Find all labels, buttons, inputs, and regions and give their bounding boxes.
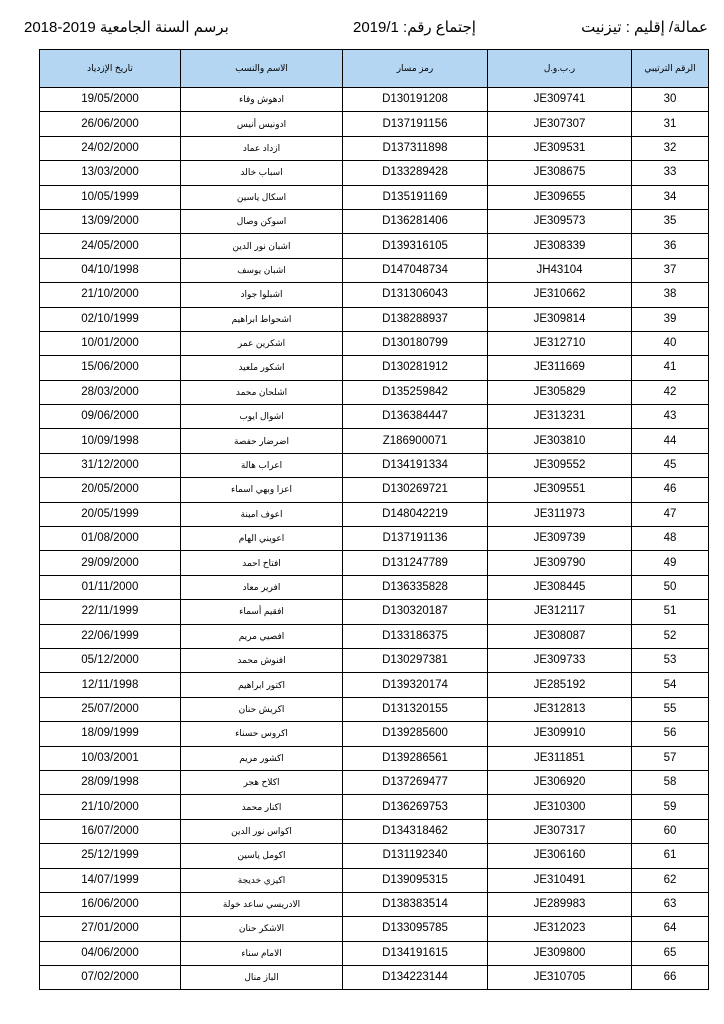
cin-cell: JE310662 bbox=[488, 283, 632, 307]
cin-cell: JE308445 bbox=[488, 575, 632, 599]
table-row bbox=[40, 234, 709, 258]
massar-code-cell: D148042219 bbox=[343, 502, 488, 526]
birth-date-cell: 28/03/2000 bbox=[40, 380, 181, 404]
table-row bbox=[40, 527, 709, 551]
table-row bbox=[40, 283, 709, 307]
birth-date-cell: 10/01/2000 bbox=[40, 331, 181, 355]
birth-date-cell: 05/12/2000 bbox=[40, 648, 181, 672]
rank-cell: 37 bbox=[632, 258, 709, 282]
birth-date-cell: 01/08/2000 bbox=[40, 527, 181, 551]
table-row bbox=[40, 185, 709, 209]
birth-date-cell: 25/07/2000 bbox=[40, 697, 181, 721]
rank-cell: 41 bbox=[632, 356, 709, 380]
cin-cell: JE309733 bbox=[488, 648, 632, 672]
massar-code-cell: D130297381 bbox=[343, 648, 488, 672]
massar-code-cell: D136335828 bbox=[343, 575, 488, 599]
rank-cell: 59 bbox=[632, 795, 709, 819]
massar-code-cell: D130281912 bbox=[343, 356, 488, 380]
cin-cell: JE309790 bbox=[488, 551, 632, 575]
table-row bbox=[40, 697, 709, 721]
name-cell: ادونيس أنيس bbox=[181, 112, 343, 136]
name-cell: ازداد عماد bbox=[181, 136, 343, 160]
cin-cell: JE309552 bbox=[488, 453, 632, 477]
rank-cell: 42 bbox=[632, 380, 709, 404]
cin-cell: JE312813 bbox=[488, 697, 632, 721]
name-cell: اكنار محمد bbox=[181, 795, 343, 819]
birth-date-cell: 04/10/1998 bbox=[40, 258, 181, 282]
rank-cell: 31 bbox=[632, 112, 709, 136]
rank-cell: 65 bbox=[632, 941, 709, 965]
cin-cell: JE285192 bbox=[488, 673, 632, 697]
name-cell: اشكرين عمر bbox=[181, 331, 343, 355]
cin-cell: JE311851 bbox=[488, 746, 632, 770]
rank-cell: 49 bbox=[632, 551, 709, 575]
table-row bbox=[40, 112, 709, 136]
rank-cell: 60 bbox=[632, 819, 709, 843]
header-massar-code: رمز مسار bbox=[343, 50, 488, 88]
rank-cell: 63 bbox=[632, 892, 709, 916]
cin-cell: JE310300 bbox=[488, 795, 632, 819]
birth-date-cell: 18/09/1999 bbox=[40, 722, 181, 746]
birth-date-cell: 10/05/1999 bbox=[40, 185, 181, 209]
massar-code-cell: D137269477 bbox=[343, 770, 488, 794]
birth-date-cell: 19/05/2000 bbox=[40, 88, 181, 112]
birth-date-cell: 15/06/2000 bbox=[40, 356, 181, 380]
cin-cell: JE309739 bbox=[488, 527, 632, 551]
name-cell: الادريسي ساعد خولة bbox=[181, 892, 343, 916]
cin-cell: JE289983 bbox=[488, 892, 632, 916]
birth-date-cell: 14/07/1999 bbox=[40, 868, 181, 892]
name-cell: اعوف امينة bbox=[181, 502, 343, 526]
rank-cell: 30 bbox=[632, 88, 709, 112]
header-birth-date: تاريخ الإزدياد bbox=[40, 50, 181, 88]
birth-date-cell: 28/09/1998 bbox=[40, 770, 181, 794]
rank-cell: 48 bbox=[632, 527, 709, 551]
name-cell: اشبلوا جواد bbox=[181, 283, 343, 307]
cin-cell: JE309551 bbox=[488, 478, 632, 502]
name-cell: اكريش حنان bbox=[181, 697, 343, 721]
birth-date-cell: 02/10/1999 bbox=[40, 307, 181, 331]
header-name: الاسم والنسب bbox=[181, 50, 343, 88]
rank-cell: 54 bbox=[632, 673, 709, 697]
birth-date-cell: 12/11/1998 bbox=[40, 673, 181, 697]
birth-date-cell: 21/10/2000 bbox=[40, 795, 181, 819]
name-cell: اعزا وبهي اسماء bbox=[181, 478, 343, 502]
table-row bbox=[40, 722, 709, 746]
rank-cell: 61 bbox=[632, 844, 709, 868]
rank-cell: 44 bbox=[632, 429, 709, 453]
rank-cell: 39 bbox=[632, 307, 709, 331]
name-cell: الامام سناء bbox=[181, 941, 343, 965]
meeting-number-label: إجتماع رقم: 2019/1 bbox=[353, 19, 476, 36]
rank-cell: 58 bbox=[632, 770, 709, 794]
table-row bbox=[40, 307, 709, 331]
cin-cell: JE307307 bbox=[488, 112, 632, 136]
cin-cell: JE311669 bbox=[488, 356, 632, 380]
cin-cell: JE309800 bbox=[488, 941, 632, 965]
birth-date-cell: 24/02/2000 bbox=[40, 136, 181, 160]
rank-cell: 56 bbox=[632, 722, 709, 746]
table-row bbox=[40, 429, 709, 453]
birth-date-cell: 07/02/2000 bbox=[40, 966, 181, 990]
province-label: عمالة/ إقليم : تيزنيت bbox=[581, 19, 708, 36]
name-cell: اشبان يوسف bbox=[181, 258, 343, 282]
massar-code-cell: D131247789 bbox=[343, 551, 488, 575]
name-cell: اكلاح هجر bbox=[181, 770, 343, 794]
rank-cell: 62 bbox=[632, 868, 709, 892]
massar-code-cell: D130320187 bbox=[343, 600, 488, 624]
cin-cell: JE310705 bbox=[488, 966, 632, 990]
massar-code-cell: D134223144 bbox=[343, 966, 488, 990]
table-row bbox=[40, 209, 709, 233]
table-row bbox=[40, 600, 709, 624]
massar-code-cell: D130269721 bbox=[343, 478, 488, 502]
table-row bbox=[40, 356, 709, 380]
massar-code-cell: D137311898 bbox=[343, 136, 488, 160]
table-row bbox=[40, 624, 709, 648]
table-row bbox=[40, 795, 709, 819]
massar-code-cell: D131192340 bbox=[343, 844, 488, 868]
massar-code-cell: D136281406 bbox=[343, 209, 488, 233]
cin-cell: JE312023 bbox=[488, 917, 632, 941]
massar-code-cell: D133186375 bbox=[343, 624, 488, 648]
table-row bbox=[40, 648, 709, 672]
name-cell: اسباب خالد bbox=[181, 161, 343, 185]
name-cell: افصيي مريم bbox=[181, 624, 343, 648]
name-cell: اكومل ياسين bbox=[181, 844, 343, 868]
cin-cell: JE309573 bbox=[488, 209, 632, 233]
name-cell: اكشور مريم bbox=[181, 746, 343, 770]
rank-cell: 51 bbox=[632, 600, 709, 624]
rank-cell: 40 bbox=[632, 331, 709, 355]
cin-cell: JE309741 bbox=[488, 88, 632, 112]
name-cell: اشحواط ابراهيم bbox=[181, 307, 343, 331]
table-row bbox=[40, 258, 709, 282]
birth-date-cell: 01/11/2000 bbox=[40, 575, 181, 599]
massar-code-cell: D137191156 bbox=[343, 112, 488, 136]
cin-cell: JE311973 bbox=[488, 502, 632, 526]
massar-code-cell: D136269753 bbox=[343, 795, 488, 819]
birth-date-cell: 20/05/2000 bbox=[40, 478, 181, 502]
cin-cell: JE308087 bbox=[488, 624, 632, 648]
name-cell: اشبان نور الدين bbox=[181, 234, 343, 258]
rank-cell: 35 bbox=[632, 209, 709, 233]
name-cell: افقيم أسماء bbox=[181, 600, 343, 624]
rank-cell: 57 bbox=[632, 746, 709, 770]
rank-cell: 38 bbox=[632, 283, 709, 307]
rank-cell: 53 bbox=[632, 648, 709, 672]
table-row bbox=[40, 453, 709, 477]
cin-cell: JH43104 bbox=[488, 258, 632, 282]
name-cell: اشلحان محمد bbox=[181, 380, 343, 404]
massar-code-cell: D137191136 bbox=[343, 527, 488, 551]
rank-cell: 52 bbox=[632, 624, 709, 648]
rank-cell: 43 bbox=[632, 405, 709, 429]
name-cell: الاشكر حنان bbox=[181, 917, 343, 941]
rank-cell: 36 bbox=[632, 234, 709, 258]
cin-cell: JE309531 bbox=[488, 136, 632, 160]
rank-cell: 47 bbox=[632, 502, 709, 526]
rank-cell: 33 bbox=[632, 161, 709, 185]
table-row bbox=[40, 917, 709, 941]
birth-date-cell: 13/09/2000 bbox=[40, 209, 181, 233]
rank-cell: 55 bbox=[632, 697, 709, 721]
table-row bbox=[40, 136, 709, 160]
birth-date-cell: 22/06/1999 bbox=[40, 624, 181, 648]
table-row bbox=[40, 161, 709, 185]
cin-cell: JE308339 bbox=[488, 234, 632, 258]
cin-cell: JE308675 bbox=[488, 161, 632, 185]
name-cell: اسكال ياسين bbox=[181, 185, 343, 209]
massar-code-cell: D134318462 bbox=[343, 819, 488, 843]
rank-cell: 64 bbox=[632, 917, 709, 941]
birth-date-cell: 21/10/2000 bbox=[40, 283, 181, 307]
birth-date-cell: 16/06/2000 bbox=[40, 892, 181, 916]
birth-date-cell: 24/05/2000 bbox=[40, 234, 181, 258]
massar-code-cell: D135191169 bbox=[343, 185, 488, 209]
table-row bbox=[40, 331, 709, 355]
birth-date-cell: 25/12/1999 bbox=[40, 844, 181, 868]
name-cell: اشكور ملعيد bbox=[181, 356, 343, 380]
birth-date-cell: 04/06/2000 bbox=[40, 941, 181, 965]
cin-cell: JE312117 bbox=[488, 600, 632, 624]
massar-code-cell: D138383514 bbox=[343, 892, 488, 916]
birth-date-cell: 10/09/1998 bbox=[40, 429, 181, 453]
name-cell: اعويني الهام bbox=[181, 527, 343, 551]
header-rank: الرقم الترتيبي bbox=[632, 50, 709, 88]
massar-code-cell: D131320155 bbox=[343, 697, 488, 721]
massar-code-cell: D134191615 bbox=[343, 941, 488, 965]
massar-code-cell: D147048734 bbox=[343, 258, 488, 282]
table-row bbox=[40, 673, 709, 697]
table-row bbox=[40, 966, 709, 990]
massar-code-cell: D130180799 bbox=[343, 331, 488, 355]
rank-cell: 50 bbox=[632, 575, 709, 599]
rank-cell: 46 bbox=[632, 478, 709, 502]
name-cell: الباز منال bbox=[181, 966, 343, 990]
birth-date-cell: 09/06/2000 bbox=[40, 405, 181, 429]
name-cell: اكواس نور الدين bbox=[181, 819, 343, 843]
massar-code-cell: D133289428 bbox=[343, 161, 488, 185]
birth-date-cell: 13/03/2000 bbox=[40, 161, 181, 185]
cin-cell: JE310491 bbox=[488, 868, 632, 892]
massar-code-cell: D134191334 bbox=[343, 453, 488, 477]
table-row bbox=[40, 892, 709, 916]
rank-cell: 34 bbox=[632, 185, 709, 209]
rank-cell: 45 bbox=[632, 453, 709, 477]
birth-date-cell: 27/01/2000 bbox=[40, 917, 181, 941]
table-row bbox=[40, 380, 709, 404]
name-cell: اشوال ايوب bbox=[181, 405, 343, 429]
birth-date-cell: 26/06/2000 bbox=[40, 112, 181, 136]
birth-date-cell: 10/03/2001 bbox=[40, 746, 181, 770]
cin-cell: JE303810 bbox=[488, 429, 632, 453]
name-cell: افنوش محمد bbox=[181, 648, 343, 672]
rank-cell: 32 bbox=[632, 136, 709, 160]
cin-cell: JE306160 bbox=[488, 844, 632, 868]
cin-cell: JE313231 bbox=[488, 405, 632, 429]
table-row bbox=[40, 478, 709, 502]
name-cell: ادهوش وفاء bbox=[181, 88, 343, 112]
birth-date-cell: 31/12/2000 bbox=[40, 453, 181, 477]
massar-code-cell: D136384447 bbox=[343, 405, 488, 429]
massar-code-cell: D135259842 bbox=[343, 380, 488, 404]
massar-code-cell: D139286561 bbox=[343, 746, 488, 770]
table-row bbox=[40, 770, 709, 794]
name-cell: اكيزي خديجة bbox=[181, 868, 343, 892]
cin-cell: JE305829 bbox=[488, 380, 632, 404]
table-row bbox=[40, 844, 709, 868]
cin-cell: JE309655 bbox=[488, 185, 632, 209]
table-row bbox=[40, 941, 709, 965]
birth-date-cell: 22/11/1999 bbox=[40, 600, 181, 624]
cin-cell: JE312710 bbox=[488, 331, 632, 355]
academic-year-label: 2018-2019 برسم السنة الجامعية bbox=[24, 19, 229, 36]
name-cell: افتاح احمد bbox=[181, 551, 343, 575]
cin-cell: JE307317 bbox=[488, 819, 632, 843]
cin-cell: JE306920 bbox=[488, 770, 632, 794]
table-row bbox=[40, 819, 709, 843]
rank-cell: 66 bbox=[632, 966, 709, 990]
page-header bbox=[24, 18, 708, 44]
cin-cell: JE309814 bbox=[488, 307, 632, 331]
name-cell: اعراب هالة bbox=[181, 453, 343, 477]
cin-cell: JE309910 bbox=[488, 722, 632, 746]
table-row bbox=[40, 551, 709, 575]
name-cell: اكروس حسناء bbox=[181, 722, 343, 746]
massar-code-cell: Z186900071 bbox=[343, 429, 488, 453]
massar-code-cell: D138288937 bbox=[343, 307, 488, 331]
header-cin: ر.ب.و.ل bbox=[488, 50, 632, 88]
students-table bbox=[39, 49, 709, 990]
birth-date-cell: 29/09/2000 bbox=[40, 551, 181, 575]
birth-date-cell: 16/07/2000 bbox=[40, 819, 181, 843]
table-row bbox=[40, 868, 709, 892]
massar-code-cell: D133095785 bbox=[343, 917, 488, 941]
table-row bbox=[40, 88, 709, 112]
massar-code-cell: D131306043 bbox=[343, 283, 488, 307]
table-row bbox=[40, 746, 709, 770]
massar-code-cell: D139316105 bbox=[343, 234, 488, 258]
massar-code-cell: D139285600 bbox=[343, 722, 488, 746]
table-row bbox=[40, 502, 709, 526]
name-cell: اضرضار حفصة bbox=[181, 429, 343, 453]
massar-code-cell: D139320174 bbox=[343, 673, 488, 697]
name-cell: افرير معاد bbox=[181, 575, 343, 599]
name-cell: اسوكن وصال bbox=[181, 209, 343, 233]
table-row bbox=[40, 405, 709, 429]
massar-code-cell: D139095315 bbox=[343, 868, 488, 892]
name-cell: اكتور ابراهيم bbox=[181, 673, 343, 697]
table-row bbox=[40, 575, 709, 599]
birth-date-cell: 20/05/1999 bbox=[40, 502, 181, 526]
massar-code-cell: D130191208 bbox=[343, 88, 488, 112]
table-header-row bbox=[40, 50, 709, 88]
